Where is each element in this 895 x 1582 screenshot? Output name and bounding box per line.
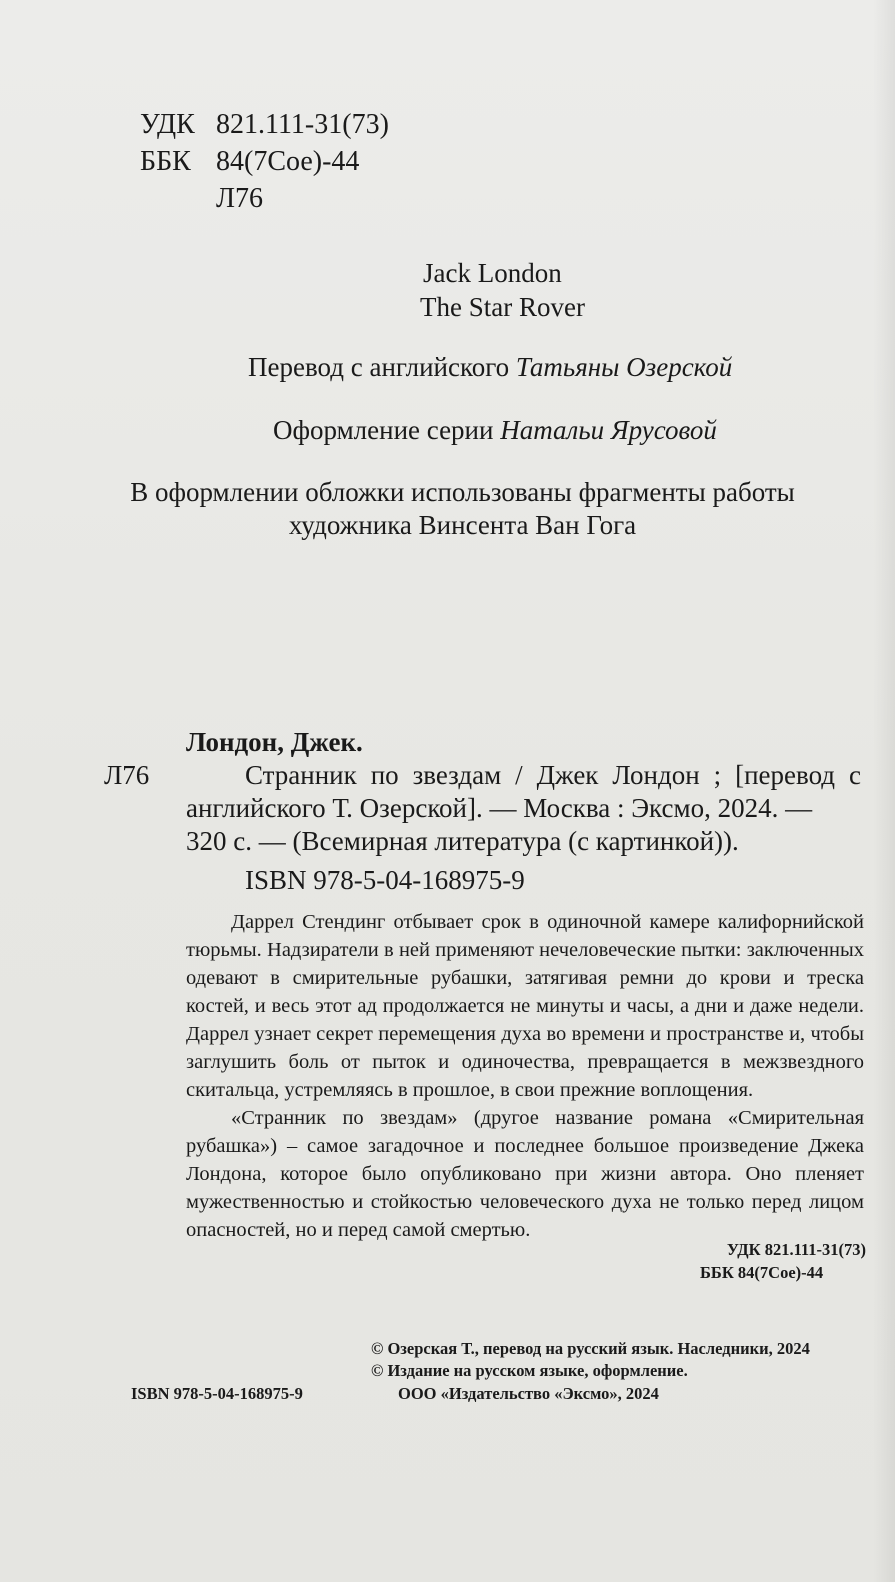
- bbk-row: [140, 143, 389, 180]
- footer-udk: УДК 821.111-31(73): [726, 1240, 866, 1259]
- bbk-value: 84(7Сое)-44: [216, 146, 360, 177]
- cover-note-line1: В оформлении обложки использованы фрагменты работы: [130, 477, 795, 507]
- udk-value: 821.111-31(73): [216, 109, 389, 140]
- footer-copyright-3: ООО «Издательство «Эксмо», 2024: [398, 1384, 659, 1403]
- annotation-paragraph-1: Даррел Стендинг отбывает срок в одиночной камере калифорнийской тюрьмы. Надзиратели в ней применяют нечеловеческие пытки: заключенных одевают в смирительные рубашки, затягивая ремни до крови и треска костей, и весь этот ад продолжается не минуты и часы, а дни и даже недели. Даррел узнает секрет перемещения духа во времени и пространстве и, чтобы заглушить боль от пыток и одиночества, превращается в межзвездного скитальца, устремляясь в прошлое, в свои прежние воплощения.: [186, 911, 864, 1101]
- catalog-mark: Л76: [104, 760, 150, 790]
- annotation: [186, 908, 864, 1244]
- catalog-line-3: 320 с. — (Всемирная литература (с картинкой)).: [186, 826, 739, 856]
- catalog-heading: Лондон, Джек.: [186, 727, 363, 757]
- bbk-label: ББК: [140, 146, 191, 177]
- footer-isbn: ISBN 978-5-04-168975-9: [131, 1384, 303, 1403]
- catalog-line-1: Странник по звездам / Джек Лондон ; [перевод с: [245, 760, 861, 790]
- catalog-line-2: английского Т. Озерской]. — Москва : Эксмо, 2024. —: [186, 793, 813, 823]
- footer-copyright-1: © Озерская Т., перевод на русский язык. Наследники, 2024: [371, 1339, 810, 1358]
- series-designer-name: Натальи Ярусовой: [500, 415, 717, 445]
- classification-codes: [140, 106, 389, 217]
- original-author: Jack London: [423, 258, 562, 288]
- udk-row: [140, 106, 389, 143]
- annotation-paragraph-2: «Странник по звездам» (другое название романа «Смирительная рубашка») – самое загадочное и последнее большое произведение Джека Лондона, которое было опубликовано при жизни автора. Оно пленяет мужественностью и стойкостью человеческого духа не только перед лицом опасностей, но и перед самой смертью.: [186, 1107, 864, 1241]
- footer-copyright-2: © Издание на русском языке, оформление.: [371, 1361, 688, 1380]
- series-design-credit: [273, 415, 717, 446]
- udk-label: УДК: [140, 109, 195, 140]
- translation-credit: [248, 352, 732, 383]
- translator-name: Татьяны Озерской: [515, 352, 733, 382]
- original-title: The Star Rover: [420, 292, 585, 322]
- translation-prefix: Перевод с английского: [248, 352, 510, 382]
- author-mark-row: [140, 180, 389, 217]
- cover-note-line2: художника Винсента Ван Гога: [288, 510, 637, 540]
- author-mark: Л76: [216, 183, 263, 214]
- page-edge-shadow: [873, 0, 895, 1582]
- footer-bbk: ББК 84(7Сое)-44: [700, 1263, 824, 1282]
- catalog-isbn: ISBN 978-5-04-168975-9: [245, 865, 525, 895]
- series-design-prefix: Оформление серии: [273, 415, 494, 445]
